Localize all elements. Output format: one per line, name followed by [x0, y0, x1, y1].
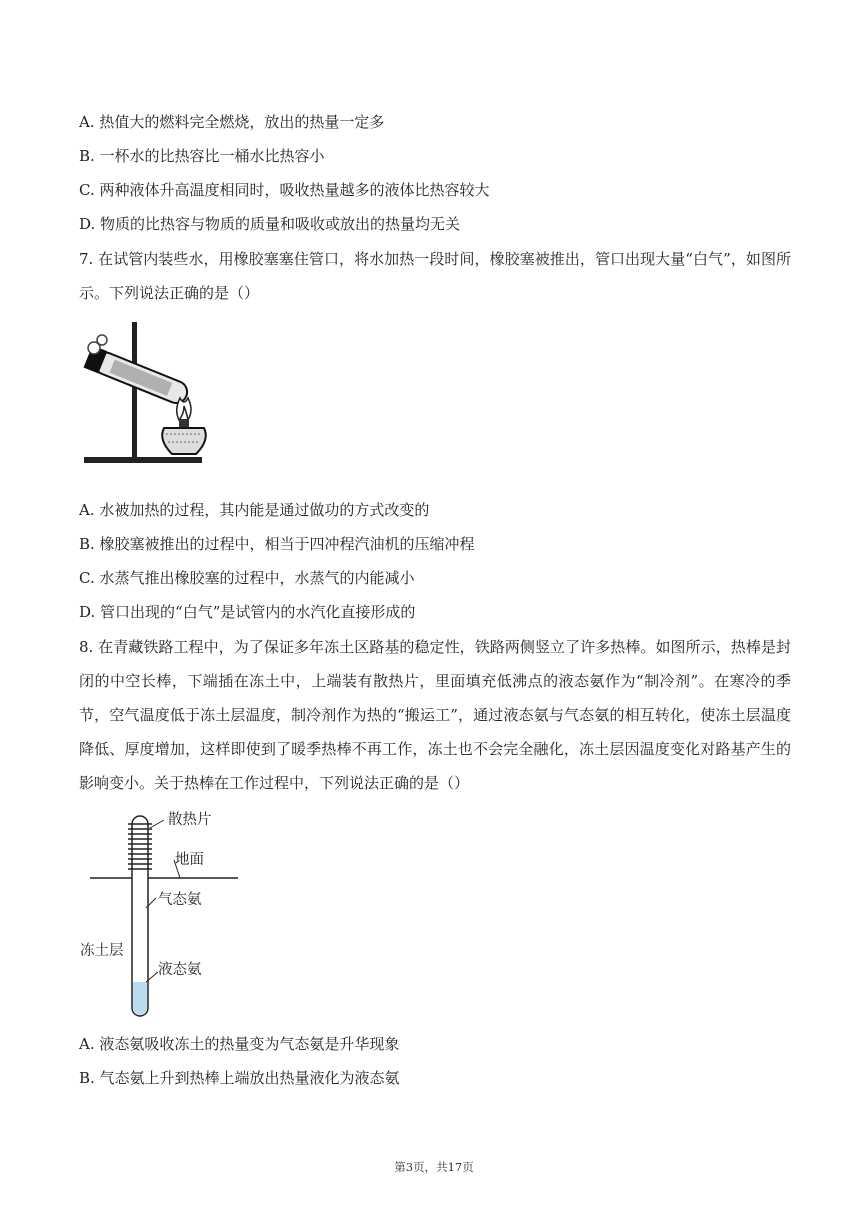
test-tube-apparatus-figure	[84, 322, 214, 472]
q8-option-b: B. 气态氨上升到热棒上端放出热量液化为液态氨	[79, 1069, 400, 1087]
frozen-soil-label: 冻土层	[80, 943, 124, 959]
fins-label: 散热片	[168, 812, 212, 828]
ground-label: 地面	[175, 852, 204, 868]
q8-stem: 8. 在青藏铁路工程中，为了保证多年冻土区路基的稳定性，铁路两侧竖立了许多热棒。如图所示，热棒是封闭的中空长棒，下端插在冻土中，上端装有散热片，里面填充低沸点的液态氨作为“制冷剂”。在寒冷的季节，空气温度低于冻土层温度，制冷剂作为热的“搬运工”，通过液态氨与气态氨的相互转化，使冻土层温度降低、厚度增加，这样即使到了暖季热棒不再工作，冻土也不会完全融化，冻土层因温度变化对路基产生的影响变小。关于热棒在工作过程中，下列说法正确的是（）	[79, 638, 791, 792]
q7-stem: 7. 在试管内装些水，用橡胶塞塞住管口，将水加热一段时间，橡胶塞被推出，管口出现大量“白气”，如图所示。下列说法正确的是（）	[79, 250, 791, 302]
q7-option-b: B. 橡胶塞被推出的过程中，相当于四冲程汽油机的压缩冲程	[79, 535, 475, 553]
q7-option-a: A. 水被加热的过程，其内能是通过做功的方式改变的	[79, 501, 430, 519]
heat-pipe-figure	[80, 812, 250, 1022]
q6-option-d: D. 物质的比热容与物质的质量和吸收或放出的热量均无关	[79, 215, 461, 233]
page-footer: 第3页，共17页	[394, 1160, 474, 1174]
q7-option-d: D. 管口出现的“白气”是试管内的水汽化直接形成的	[79, 603, 416, 621]
liquid-ammonia-label: 液态氨	[158, 962, 202, 978]
q6-option-b: B. 一杯水的比热容比一桶水比热容小	[79, 147, 325, 165]
gas-ammonia-label: 气态氨	[158, 892, 202, 908]
q7-option-c: C. 水蒸气推出橡胶塞的过程中，水蒸气的内能减小	[79, 569, 415, 587]
q8-option-a: A. 液态氨吸收冻土的热量变为气态氨是升华现象	[79, 1035, 400, 1053]
q6-option-c: C. 两种液体升高温度相同时，吸收热量越多的液体比热容较大	[79, 181, 490, 199]
q6-option-a: A. 热值大的燃料完全燃烧，放出的热量一定多	[79, 113, 385, 131]
